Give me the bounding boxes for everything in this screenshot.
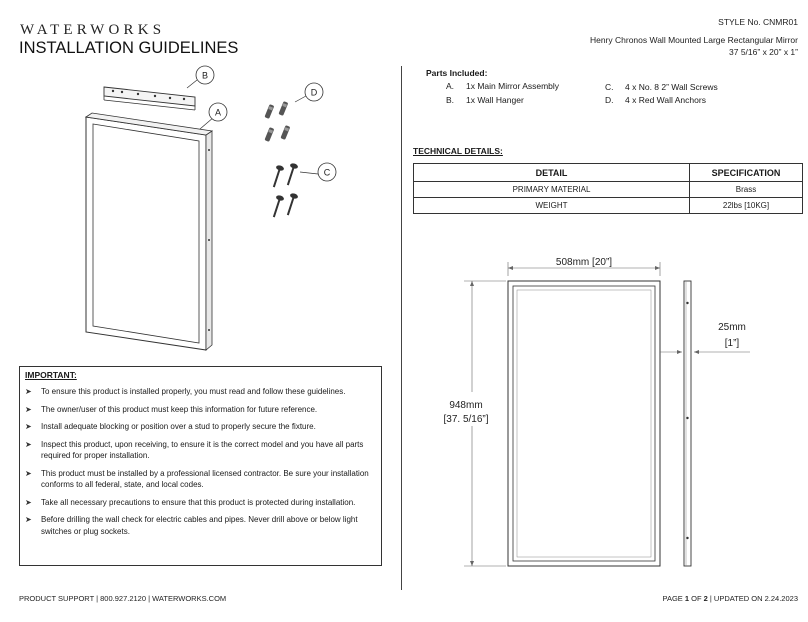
table-header-row: [414, 164, 803, 182]
important-list: [25, 386, 376, 537]
callout-b-label: B: [201, 70, 209, 81]
table-cell: WEIGHT: [414, 198, 690, 214]
arrow-bullet-icon: ➤: [25, 422, 32, 431]
technical-details-table: [413, 163, 803, 214]
callout-a-label: A: [214, 107, 222, 118]
depth-dimension-label-imperial: [1”]: [724, 338, 740, 349]
height-dimension-label: 948mm: [449, 400, 483, 411]
important-title: IMPORTANT:: [25, 370, 77, 380]
table-cell: PRIMARY MATERIAL: [414, 182, 690, 198]
wall-hanger-part: [104, 87, 195, 110]
footer-page-info: PAGE 1 OF 2 | UPDATED ON 2.24.2023: [662, 594, 798, 603]
arrow-bullet-icon: ➤: [25, 439, 32, 449]
list-item: ➤ Take all necessary precautions to ensure that this product is protected during installation.: [25, 497, 356, 507]
arrow-bullet-icon: ➤: [25, 468, 32, 478]
list-item: ➤ This product must be installed by a professional licensed contractor. Be sure your installation conforms to all federal, state, and local codes.: [25, 468, 369, 489]
column-header-specification: SPECIFICATION: [690, 164, 803, 182]
table-row: [414, 182, 803, 198]
dimension-drawing: [420, 248, 790, 578]
mirror-assembly-part: [86, 113, 212, 350]
style-number: STYLE No. CNMR01: [718, 17, 798, 27]
list-item: ➤ To ensure this product is installed properly, you must read and follow these guidelines.: [25, 387, 346, 396]
footer-support: PRODUCT SUPPORT | 800.927.2120 | WATERWORKS.COM: [19, 594, 227, 603]
arrow-bullet-icon: ➤: [25, 387, 32, 396]
list-item: ➤ Before drilling the wall check for electric cables and pipes. Never drill above or below light switches or plug sockets.: [25, 515, 358, 536]
product-name: Henry Chronos Wall Mounted Large Rectangular Mirror: [589, 35, 798, 45]
table-cell: 22lbs [10KG]: [690, 198, 803, 214]
parts-included-title: Parts Included:: [426, 68, 488, 78]
brand-logo: WATERWORKS: [20, 22, 166, 38]
table-row: [414, 198, 803, 214]
current-page: 1: [684, 594, 690, 603]
column-divider: [401, 66, 402, 590]
width-dimension-label: 508mm [20”]: [555, 257, 613, 268]
arrow-bullet-icon: ➤: [25, 404, 32, 414]
depth-dimension-label: 25mm: [718, 322, 746, 333]
important-notice: [19, 366, 382, 566]
mirror-side-view: [684, 281, 691, 566]
product-dimensions: 37 5/16” x 20” x 1”: [729, 47, 798, 57]
part-item-b: B. 1x Wall Hanger: [446, 95, 524, 105]
mirror-front-view: [508, 281, 660, 566]
height-dimension-label-imperial: [37. 5/16”]: [443, 414, 489, 425]
column-header-detail: DETAIL: [414, 164, 690, 182]
table-cell: Brass: [690, 182, 803, 198]
callout-c-label: C: [323, 167, 331, 178]
wall-anchors-part: [264, 101, 290, 142]
page-title: INSTALLATION GUIDELINES: [19, 39, 239, 57]
arrow-bullet-icon: ➤: [25, 497, 32, 507]
list-item: ➤ Inspect this product, upon receiving, to ensure it is the correct model and you have all parts required for proper installation.: [25, 439, 364, 460]
list-item: ➤ The owner/user of this product must keep this information for future reference.: [25, 404, 318, 414]
part-item-d: D. 4 x Red Wall Anchors: [605, 95, 706, 105]
total-pages: 2: [703, 594, 708, 603]
part-item-a: A. 1x Main Mirror Assembly: [446, 81, 560, 91]
technical-details-title: TECHNICAL DETAILS:: [413, 146, 503, 156]
parts-illustration: [0, 60, 400, 360]
part-item-c: C. 4 x No. 8 2” Wall Screws: [605, 82, 718, 92]
callout-d-label: D: [310, 87, 318, 98]
list-item: ➤ Install adequate blocking or position over a stud to properly secure the fixture.: [25, 422, 316, 431]
arrow-bullet-icon: ➤: [25, 515, 32, 524]
wall-screws-part: [270, 162, 299, 218]
